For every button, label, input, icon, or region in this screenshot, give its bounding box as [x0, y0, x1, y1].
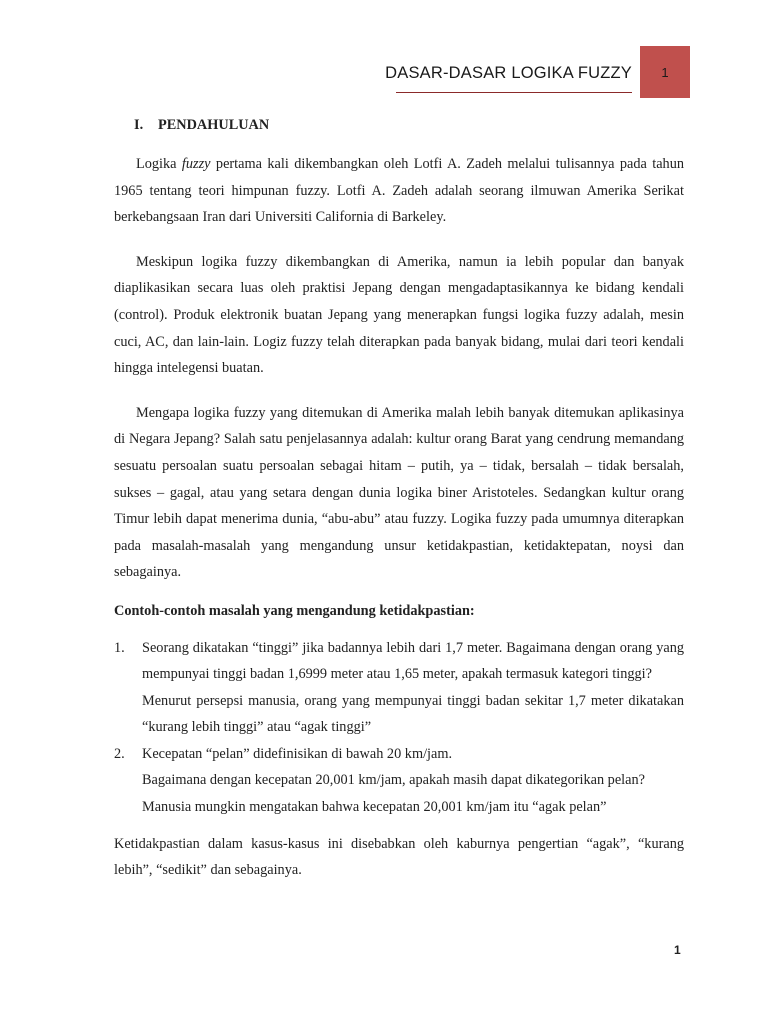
list-item-text: Seorang dikatakan “tinggi” jika badannya lebih dari 1,7 meter. Bagaimana dengan orang yang mempunyai tinggi badan 1,6999 meter atau 1,65 meter, apakah termasuk kategori tinggi? [142, 639, 684, 683]
section-title: PENDAHULUAN [158, 117, 270, 133]
list-item-line-2: Bagaimana dengan kecepatan 20,001 km/jam, apakah masih dapat dikategorikan pelan? [142, 772, 645, 789]
header-page-number-box: 1 [640, 46, 690, 98]
document-body [114, 115, 684, 884]
examples-heading: Contoh-contoh masalah yang mengandung ketidakpastian: [114, 602, 475, 619]
section-number: I. [134, 117, 144, 133]
footer-page-number: 1 [674, 943, 681, 957]
paragraph-japan: Meskipun logika fuzzy dikembangkan di Amerika, namun ia lebih popular dan banyak diaplikasikan secara luas oleh praktisi Jepang dengan mengadaptasikannya ke bidang kendali (control). Produk elektronik buatan Jepang yang menerapkan fungsi logika fuzzy adalah, mesin cuci, AC, dan lain-lain. Logiz fuzzy telah diterapkan pada banyak bidang, mulai dari teori kendali hingga intelegensi buatan. [114, 253, 684, 377]
list-item [114, 741, 684, 821]
paragraph-intro-text-a: Logika [136, 156, 182, 172]
header-title: DASAR-DASAR LOGIKA FUZZY [385, 64, 632, 82]
paragraph-intro [114, 151, 684, 231]
list-item-number: 1. [114, 639, 125, 656]
header-rule [396, 92, 632, 93]
section-heading [134, 115, 684, 135]
page-header [0, 46, 768, 98]
paragraph-culture: Mengapa logika fuzzy yang ditemukan di Amerika malah lebih banyak ditemukan aplikasinya di Negara Jepang? Salah satu penjelasannya adalah: kultur orang Barat yang cendrung memandang sesuatu persoalan suatu persoalan sebagai hitam – putih, ya – tidak, bersalah – tidak bersalah, sukses – gagal, atau yang setara dengan dunia logika biner Aristoteles. Sedangkan kultur orang Timur lebih dapat menerima dunia, “abu-abu” atau fuzzy. Logika fuzzy pada umumnya diterapkan pada masalah-masalah yang mengandung unsur ketidakpastian, ketidaktepatan, noysi dan sebagainya. [114, 404, 684, 581]
list-item-number: 2. [114, 745, 125, 762]
list-item-line-3: Manusia mungkin mengatakan bahwa kecepatan 20,001 km/jam itu “agak pelan” [142, 799, 607, 816]
list-item [114, 635, 684, 741]
list-item-followup: Menurut persepsi manusia, orang yang mempunyai tinggi badan sekitar 1,7 meter dikatakan “kurang lebih tinggi” atau “agak tinggi” [142, 692, 684, 736]
paragraph-intro-emphasis: fuzzy [181, 156, 211, 172]
list-item-text: Kecepatan “pelan” didefinisikan di bawah 20 km/jam. [142, 745, 453, 762]
examples-list [114, 635, 684, 821]
paragraph-intro-text-b: pertama kali dikembangkan oleh Lotfi A. Zadeh melalui tulisannya pada tahun 1965 tentang teori himpunan fuzzy. Lotfi A. Zadeh adalah seorang ilmuwan Amerika Serikat berkebangsaan Iran dari Universiti California di Barkeley. [114, 156, 684, 226]
paragraph-conclusion: Ketidakpastian dalam kasus-kasus ini disebabkan oleh kaburnya pengertian “agak”, “kurang lebih”, “sedikit” dan sebagainya. [114, 835, 684, 879]
